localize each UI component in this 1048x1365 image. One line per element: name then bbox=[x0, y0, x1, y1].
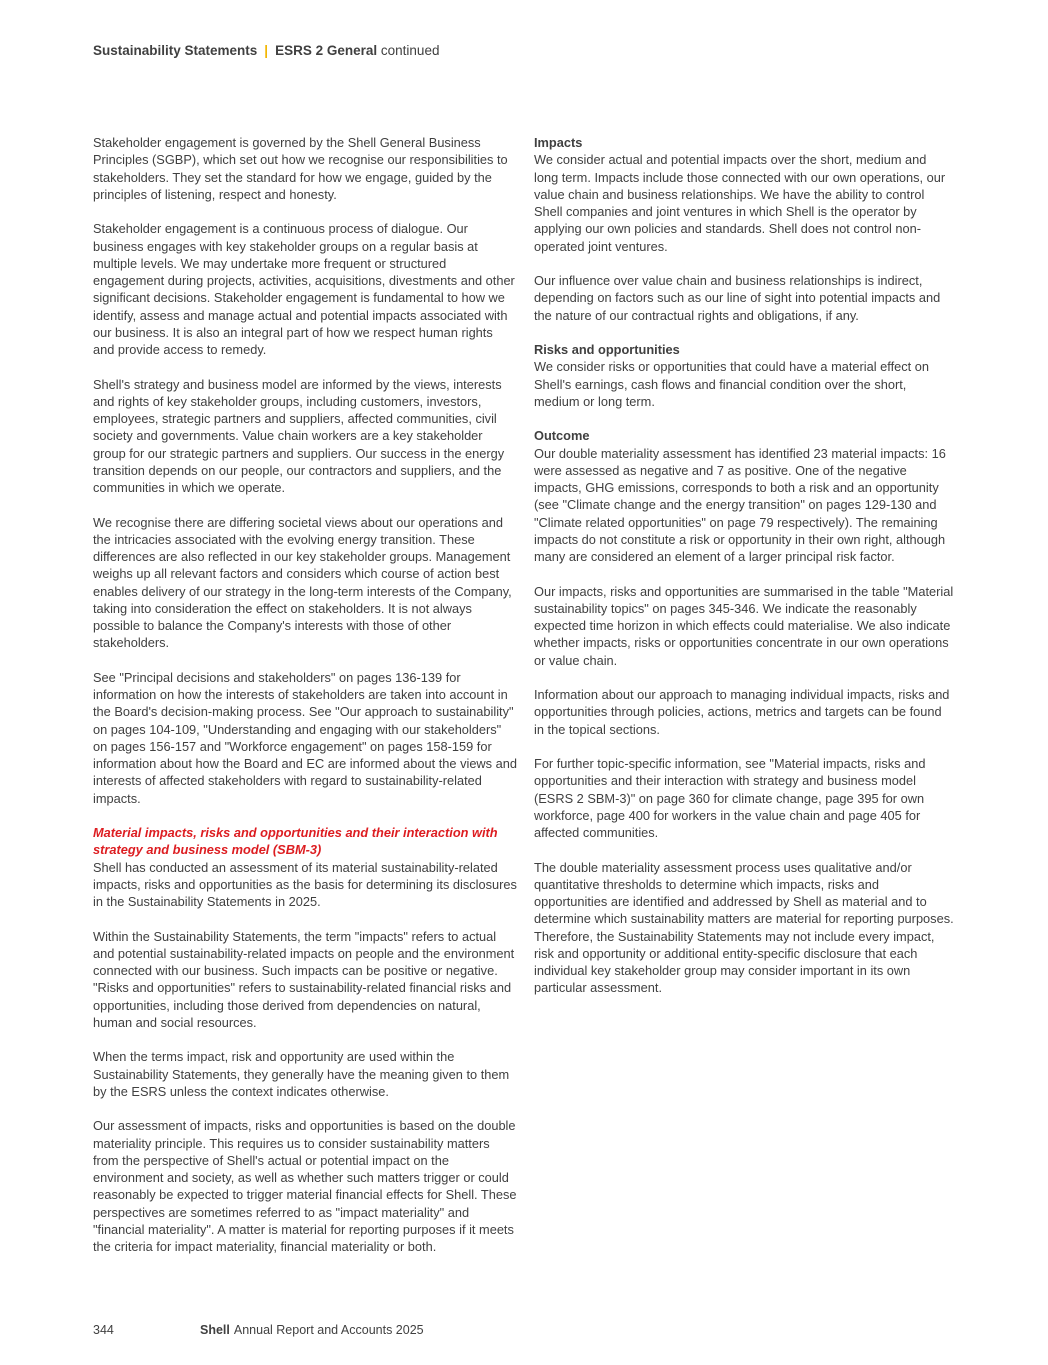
paragraph: Our double materiality assessment has identified 23 material impacts: 16 were assessed as negative and 7 as positive. One of the negative impacts, GHG emissions, corresponds to both a risk and an opportunity (see "Climate change and the energy transition" on pages 129-130 and "Climate related opportunities" on page 79 respectively). The remaining impacts do not constitute a risk or opportunity in their own right, although many are considered an element of a larger principal risk factor. bbox=[534, 445, 946, 564]
header-section: Sustainability Statements bbox=[93, 43, 258, 58]
paragraph: We consider risks or opportunities that could have a material effect on Shell's earnings, cash flows and financial condition over the short, medium or long term. bbox=[534, 359, 930, 409]
paragraph: Our assessment of impacts, risks and opportunities is based on the double materiality principle. This requires us to consider sustainability matters from the perspective of Shell's actual or potential impact on the environment and society, as well as whether such matters trigger or could reasonably be expected to trigger material financial effects for Shell. These perspectives are sometimes referred to as "impact materiality" and "financial materiality". A matter is material for reporting purposes if it meets the criteria for impact materiality, financial materiality or both. bbox=[93, 1118, 517, 1254]
paragraph: Our influence over value chain and business relationships is indirect, depending on factors such as our line of sight into potential impacts and the nature of our contractual rights and obligations, if any. bbox=[534, 273, 941, 323]
section-title: Material impacts, risks and opportunities and their interaction with strategy and business model (SBM-3) bbox=[93, 825, 498, 858]
outcome-heading: Outcome bbox=[534, 428, 590, 444]
running-header bbox=[93, 42, 439, 60]
paragraph: Shell's strategy and business model are informed by the views, interests and rights of key stakeholder groups, including customers, investors, employees, strategic partners and suppliers, affected communities, civil society and governments. Value chain workers are a key stakeholder group for our strategic partners and suppliers. Our success in the energy transition depends on our people, our contractors and suppliers, and the communities in which we operate. bbox=[93, 376, 505, 495]
paragraph: Stakeholder engagement is a continuous process of dialogue. Our business engages with key stakeholder groups on a regular basis at multiple levels. We may undertake more frequent or structured engagement during projects, activities, acquisitions, divestments and other significant decisions. Stakeholder engagement is fundamental to how we identify, assess and manage actual and potential impacts associated with our business. It is also an integral part of how we respect human rights and provide access to remedy. bbox=[93, 221, 515, 357]
paragraph: Within the Sustainability Statements, the term "impacts" refers to actual and potential sustainability-related impacts on people and the environment connected with our business. Such impacts can be positive or negative. "Risks and opportunities" refers to sustainability-related financial risks and opportunities, including those derived from dependencies on natural, human and social resources. bbox=[93, 928, 515, 1030]
paragraph: For further topic-specific information, see "Material impacts, risks and opportunities and their interaction with strategy and business model (ESRS 2 SBM-3)" on page 360 for climate change, page 395 for own workforce, page 400 for workers in the value chain and page 405 for affected communities. bbox=[534, 756, 926, 840]
paragraph: Stakeholder engagement is governed by the Shell General Business Principles (SGBP), which set out how we recognise our responsibilities to stakeholders. They set the standard for how we engage, guided by the principles of listening, respect and honesty. bbox=[93, 135, 508, 202]
paragraph: Shell has conducted an assessment of its material sustainability-related impacts, risks and opportunities as the basis for determining its disclosures in the Sustainability Statements in 2025. bbox=[93, 859, 517, 909]
header-subsection: ESRS 2 General bbox=[275, 43, 378, 58]
paragraph: Information about our approach to managing individual impacts, risks and opportunities through policies, actions, metrics and targets can be found in the topical sections. bbox=[534, 687, 950, 737]
paragraph: When the terms impact, risk and opportunity are used within the Sustainability Statements, they generally have the meaning given to them by the ESRS unless the context indicates otherwise. bbox=[93, 1049, 510, 1099]
brand-name: Shell bbox=[200, 1323, 230, 1337]
risks-heading: Risks and opportunities bbox=[534, 342, 680, 357]
header-separator: | bbox=[264, 43, 269, 58]
page-number: 344 bbox=[93, 1323, 114, 1337]
paragraph: Our impacts, risks and opportunities are summarised in the table "Material sustainability topics" on pages 345-346. We indicate the reasonably expected time horizon in which effects could materialise. We also indicate whether impacts, risks or opportunities concentrate in our own operations or value chain. bbox=[534, 583, 954, 668]
paragraph: We recognise there are differing societal views about our operations and the intricacies associated with the evolving energy transition. These differences are also reflected in our key stakeholder groups. Management weighs up all relevant factors and considers which course of action best enables delivery of our strategy in the long-term interests of the Company, taking into consideration the effect on stakeholders. It is not always possible to balance the Company's interests with those of other stakeholders. bbox=[93, 514, 512, 651]
report-title: Annual Report and Accounts 2025 bbox=[233, 1323, 424, 1337]
header-continued: continued bbox=[380, 43, 440, 58]
impacts-heading: Impacts bbox=[534, 135, 583, 150]
paragraph: See "Principal decisions and stakeholders" on pages 136-139 for information on how the interests of stakeholders are taken into account in the Board's decision-making process. See "Our approach to sustainability" on pages 104-109, "Understanding and engaging with our stakeholders" on pages 156-157 and "Workforce engagement" on pages 158-159 for information about how the Board and EC are informed about the views and interests of affected stakeholders with regard to sustainability-related impacts. bbox=[93, 669, 517, 806]
paragraph: We consider actual and potential impacts over the short, medium and long term. Impacts include those connected with our own operations, our value chain and business relationships. We have the ability to control Shell companies and joint ventures in which Shell is the operator by applying our own policies and standards. Shell does not control non-operated joint ventures. bbox=[534, 152, 946, 254]
right-column bbox=[534, 134, 954, 1014]
left-column bbox=[93, 134, 517, 1273]
paragraph: The double materiality assessment process uses qualitative and/or quantitative thresholds to determine which impacts, risks and opportunities are identified and addressed by Shell as material and to determine which sustainability matters are material for reporting purposes. Therefore, the Sustainability Statements may not include every impact, risk and opportunity or additional entity-specific disclosure that each individual key stakeholder group may consider important in its own particular assessment. bbox=[534, 859, 954, 996]
footer-brand bbox=[200, 1322, 424, 1338]
